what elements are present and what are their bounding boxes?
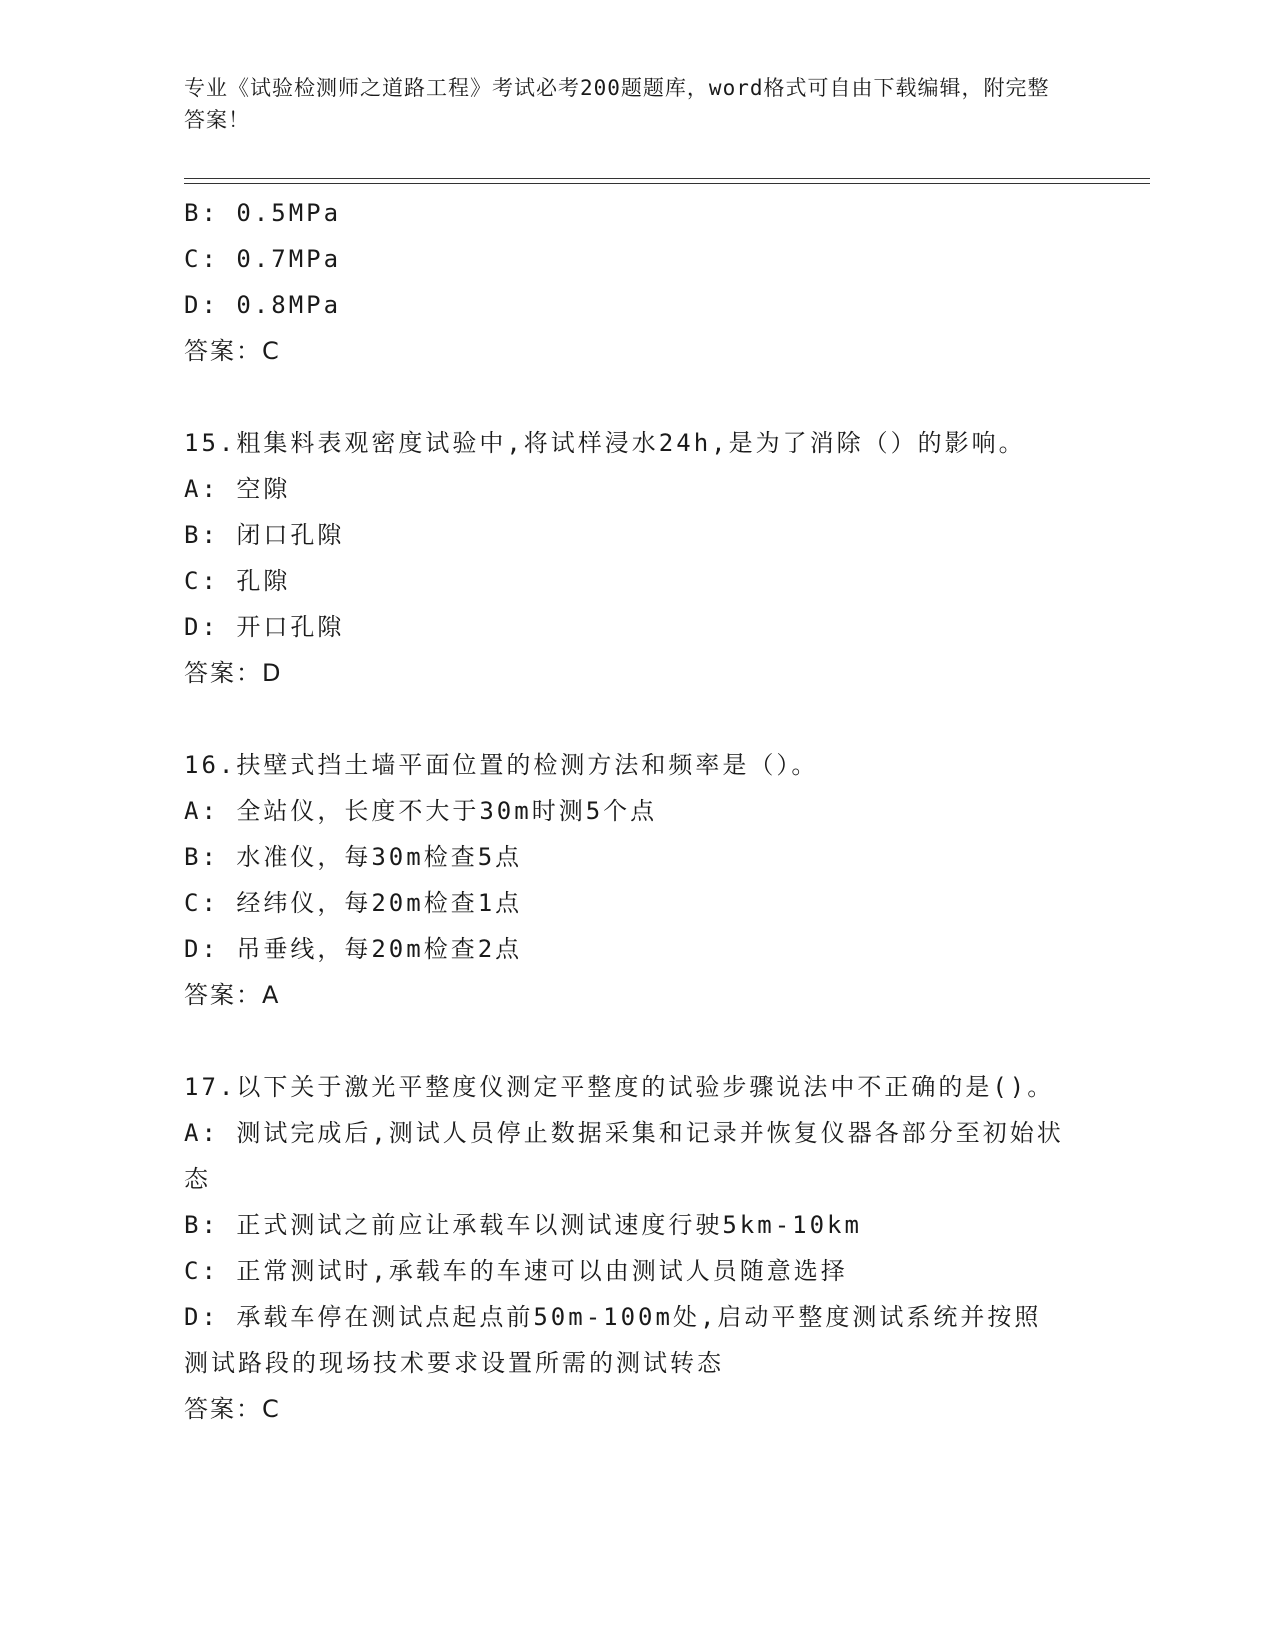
header-divider-bottom <box>184 183 1150 184</box>
question-block-carryover <box>184 190 1064 374</box>
answer-line: 答案：D <box>184 659 283 687</box>
question-list <box>184 190 1064 1432</box>
option-d: D: 承载车停在测试点起点前50m-100m处,启动平整度测试系统并按照测试路段的现场技术要求设置所需的测试转态 <box>184 1303 1042 1377</box>
question-block-16 <box>184 742 1064 1018</box>
question-block-17 <box>184 1064 1064 1432</box>
option-b: B: 闭口孔隙 <box>184 521 345 549</box>
header-divider-top <box>184 178 1150 179</box>
option-a: A: 空隙 <box>184 475 291 503</box>
option-c: C: 正常测试时,承载车的车速可以由测试人员随意选择 <box>184 1257 848 1285</box>
option-d: D: 开口孔隙 <box>184 613 345 641</box>
option-a: A: 全站仪，长度不大于30m时测5个点 <box>184 797 658 825</box>
answer-line: 答案：C <box>184 337 281 365</box>
question-stem: 17.以下关于激光平整度仪测定平整度的试验步骤说法中不正确的是()。 <box>184 1073 1055 1101</box>
option-c: C: 经纬仪，每20m检查1点 <box>184 889 523 917</box>
option-b: B: 0.5MPa <box>184 199 342 227</box>
question-stem: 15.粗集料表观密度试验中,将试样浸水24h,是为了消除（）的影响。 <box>184 429 1026 457</box>
option-c: C: 0.7MPa <box>184 245 342 273</box>
option-d: D: 0.8MPa <box>184 291 342 319</box>
spacer <box>184 696 1064 742</box>
header-title: 专业《试验检测师之道路工程》考试必考200题题库，word格式可自由下载编辑，附完整答案！ <box>184 76 1050 132</box>
spacer <box>184 374 1064 420</box>
option-c: C: 孔隙 <box>184 567 291 595</box>
option-d: D: 吊垂线，每20m检查2点 <box>184 935 523 963</box>
option-a: A: 测试完成后,测试人员停止数据采集和记录并恢复仪器各部分至初始状态 <box>184 1119 1064 1193</box>
spacer <box>184 1018 1064 1064</box>
answer-line: 答案：C <box>184 1395 281 1423</box>
option-b: B: 正式测试之前应让承载车以测试速度行驶5km-10km <box>184 1211 862 1239</box>
option-b: B: 水准仪，每30m检查5点 <box>184 843 523 871</box>
answer-line: 答案：A <box>184 981 281 1009</box>
question-block-15 <box>184 420 1064 696</box>
question-stem: 16.扶壁式挡土墙平面位置的检测方法和频率是（）。 <box>184 751 819 779</box>
document-header <box>184 72 1064 136</box>
